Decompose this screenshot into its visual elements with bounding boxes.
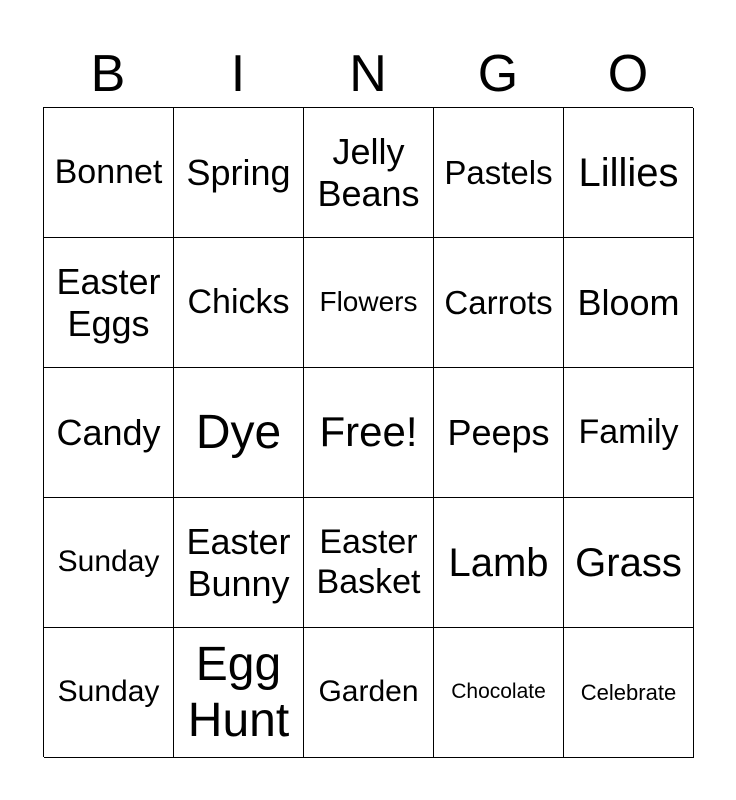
header-letter-i: I	[230, 45, 246, 103]
header-letter-b: B	[90, 45, 126, 103]
cell-label: Candy	[56, 411, 161, 453]
bingo-cell[interactable]	[434, 368, 564, 498]
bingo-card-grid	[43, 107, 693, 757]
bingo-cell[interactable]	[174, 108, 304, 238]
cell-label: Grass	[575, 540, 682, 585]
cell-label: Peeps	[447, 411, 550, 453]
bingo-cell[interactable]	[564, 368, 694, 498]
bingo-cell[interactable]	[564, 628, 694, 758]
bingo-cell[interactable]	[174, 498, 304, 628]
cell-label: Carrots	[444, 283, 553, 321]
bingo-cell[interactable]	[304, 498, 434, 628]
bingo-cell[interactable]	[44, 498, 174, 628]
bingo-cell[interactable]	[434, 238, 564, 368]
bingo-cell[interactable]	[44, 108, 174, 238]
bingo-cell[interactable]	[304, 108, 434, 238]
bingo-cell[interactable]	[174, 238, 304, 368]
cell-label: Jelly Beans	[317, 131, 420, 214]
bingo-cell[interactable]	[304, 238, 434, 368]
bingo-cell[interactable]	[44, 628, 174, 758]
bingo-cell[interactable]	[564, 238, 694, 368]
bingo-cell[interactable]	[174, 628, 304, 758]
bingo-header	[43, 40, 693, 108]
bingo-cell[interactable]	[434, 108, 564, 238]
cell-label: Lillies	[578, 150, 679, 195]
cell-label: Sunday	[57, 675, 160, 709]
bingo-cell[interactable]	[304, 628, 434, 758]
cell-label: Easter Eggs	[56, 261, 161, 344]
cell-label: Bonnet	[54, 152, 163, 191]
cell-label: Spring	[186, 151, 291, 193]
cell-label: Sunday	[57, 545, 160, 579]
cell-label: Easter Bunny	[186, 521, 291, 604]
cell-label: Garden	[318, 675, 419, 709]
header-letter-o: O	[607, 45, 649, 103]
cell-label: Flowers	[319, 286, 418, 318]
bingo-cell[interactable]	[44, 238, 174, 368]
cell-label: Family	[578, 412, 679, 451]
bingo-cell[interactable]	[564, 108, 694, 238]
cell-label: Celebrate	[580, 679, 677, 705]
cell-label: Pastels	[444, 153, 553, 191]
header-letter-n: N	[349, 45, 387, 103]
cell-label: Dye	[195, 405, 282, 459]
bingo-cell[interactable]	[44, 368, 174, 498]
bingo-cell[interactable]	[434, 498, 564, 628]
bingo-cell[interactable]	[564, 498, 694, 628]
header-letter-g: G	[477, 45, 519, 103]
cell-label: Easter Basket	[316, 523, 421, 601]
free-space-label: Free!	[319, 408, 418, 456]
cell-label: Bloom	[577, 281, 680, 323]
bingo-cell[interactable]	[434, 628, 564, 758]
cell-label: Egg Hunt	[187, 638, 290, 747]
bingo-cell-free[interactable]	[304, 368, 434, 498]
cell-label: Chicks	[187, 282, 290, 321]
cell-label: Chocolate	[451, 680, 546, 704]
bingo-cell[interactable]	[174, 368, 304, 498]
cell-label: Lamb	[448, 540, 549, 585]
